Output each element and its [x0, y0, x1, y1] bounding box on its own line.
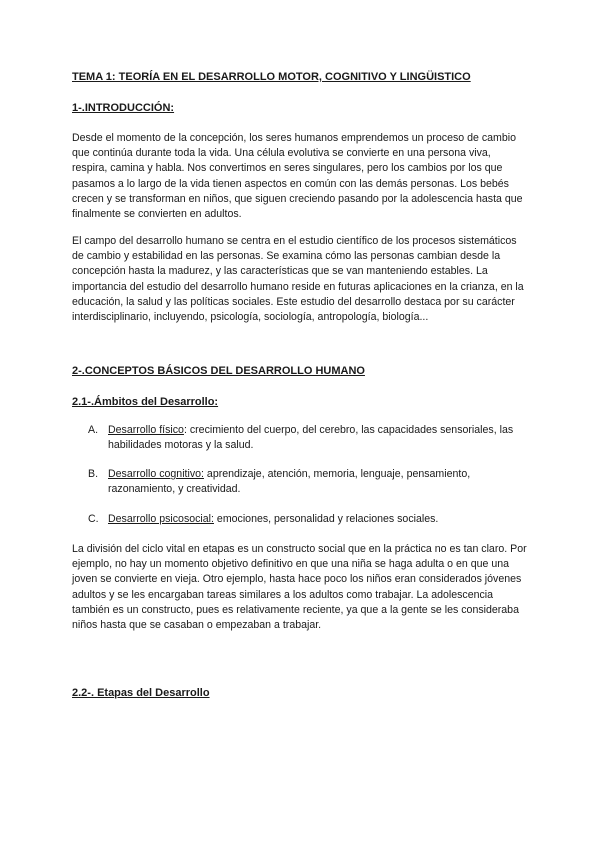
list-item-desarrollo-fisico — [88, 423, 528, 453]
list-term: Desarrollo cognitivo: — [108, 468, 204, 480]
list-text: crecimiento del cuerpo, del cerebro, las capacidades sensoriales, las habilidades motoras y la salud. — [108, 424, 514, 452]
intro-paragraph-1: Desde el momento de la concepción, los seres humanos emprendemos un proceso de cambio que continúa durante toda la vida. Una célula evolutiva se convierte en una persona viva, respira, camina y habla. Nos convertimos en seres singulares, pero los cambios por los que pasamos a lo largo de la vida tienen aspectos en común con las demás personas. Los bebés crecen y se transforman en niños, que siguen creciendo pasando por la adolescencia hasta que finalmente se convierten en adultos. — [72, 132, 523, 221]
list-term: Desarrollo físico — [108, 424, 184, 436]
section-heading-introduccion: 1-.INTRODUCCIÓN: — [72, 102, 175, 114]
list-text: aprendizaje, atención, memoria, lenguaje, pensamiento, razonamiento, y creatividad. — [108, 468, 471, 496]
list-term: Desarrollo psicosocial: — [108, 513, 214, 525]
list-marker: A. — [88, 424, 99, 436]
list-text: emociones, personalidad y relaciones sociales. — [213, 513, 439, 525]
list-item-desarrollo-cognitivo — [88, 467, 528, 497]
list-marker: C. — [88, 513, 99, 525]
list-item-desarrollo-psicosocial — [88, 512, 528, 527]
list-marker: B. — [88, 468, 99, 480]
section-heading-conceptos: 2-.CONCEPTOS BÁSICOS DEL DESARROLLO HUMANO — [72, 365, 365, 377]
document-title: TEMA 1: TEORÍA EN EL DESARROLLO MOTOR, COGNITIVO Y LINGÜISTICO — [72, 71, 471, 83]
intro-paragraph-2: El campo del desarrollo humano se centra en el estudio científico de los procesos sistemáticos de cambio y estabilidad en las personas. Se examina cómo las personas cambian desde la concepción hasta la madurez, y las características que se van manteniendo estables. La importancia del estudio del desarrollo humano reside en futuras aplicaciones en la crianza, en la educación, la salud y las políticas sociales. Este estudio del desarrollo destaca por su carácter interdisciplinario, incluyendo, psicología, sociología, antropología, biología... — [72, 235, 524, 324]
list-sep: : — [183, 424, 187, 436]
subsection-heading-etapas: 2.2-. Etapas del Desarrollo — [72, 687, 210, 699]
subsection-heading-ambitos: 2.1-.Ámbitos del Desarrollo: — [72, 396, 219, 408]
ciclo-vital-paragraph: La división del ciclo vital en etapas es un constructo social que en la práctica no es tan claro. Por ejemplo, no hay un momento objetivo definitivo en que una niña se haga adulta o en que una joven se convierte en vieja. Otro ejemplo, hasta hace poco los niños eran considerados jóvenes adultos y se les encargaban tareas similares a los adultos como trabajar. La adolescencia también es un constructo, pues es relativamente reciente, ya que a la gente se les consideraba niños hasta que se casaban o empezaban a trabajar. — [72, 543, 527, 632]
